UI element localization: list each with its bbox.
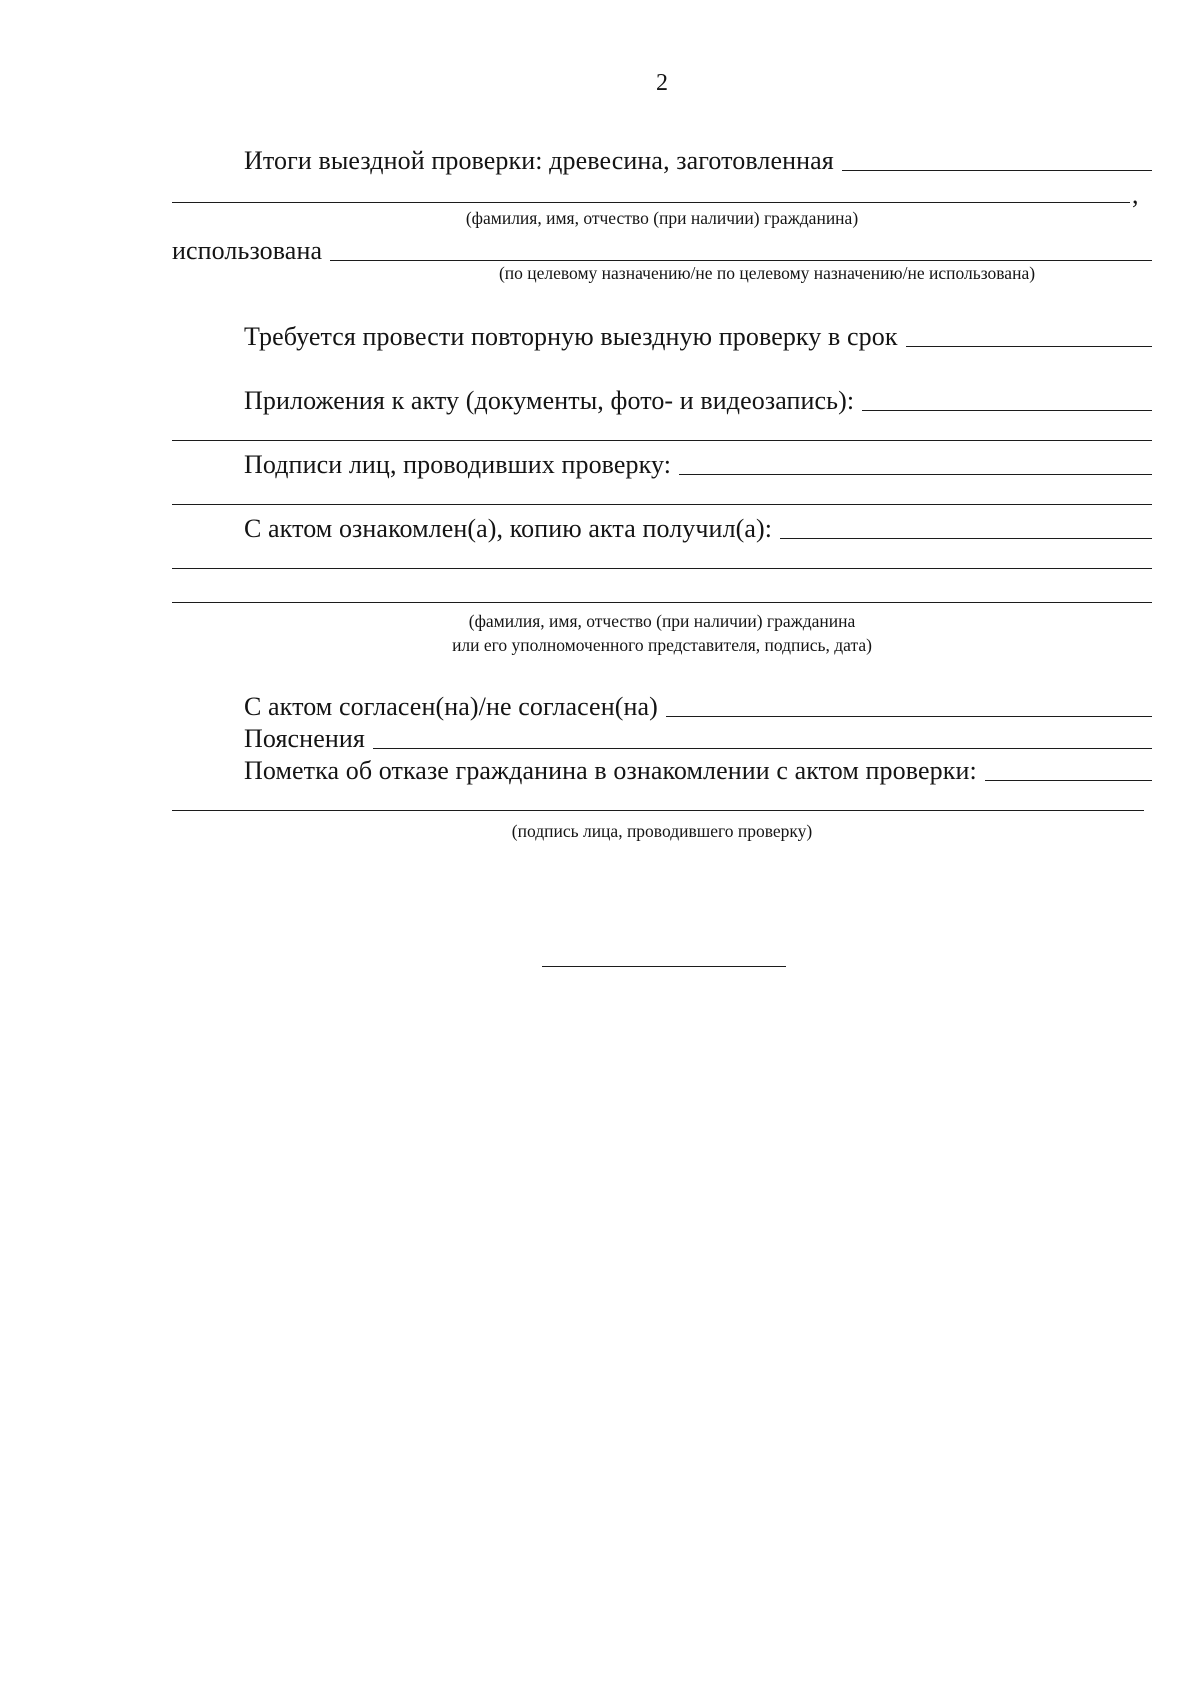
attachments-field-line-2[interactable] — [172, 440, 1152, 441]
acknowledgement-field[interactable] — [780, 538, 1152, 539]
attachments-field[interactable] — [862, 410, 1152, 411]
comma-mark: , — [1132, 180, 1139, 209]
acknowledgement-hint-line-2: или его уполномоченного представителя, подпись, дата) — [452, 635, 872, 655]
explanations-row — [244, 720, 1152, 754]
repeat-inspection-label: Требуется провести повторную выездную проверку в срок — [244, 322, 898, 351]
page-number: 2 — [656, 70, 668, 96]
harvested-by-field[interactable] — [842, 170, 1152, 171]
acknowledgement-field-line-3[interactable] — [172, 602, 1152, 603]
acknowledgement-field-line-2[interactable] — [172, 568, 1152, 569]
refusal-signature-field[interactable] — [172, 810, 1144, 811]
refusal-field[interactable] — [985, 780, 1152, 781]
repeat-inspection-deadline-field[interactable] — [906, 346, 1152, 347]
acknowledgement-hint-line-1: (фамилия, имя, отчество (при наличии) гражданина — [468, 611, 856, 631]
end-separator — [542, 966, 786, 967]
signatures-row — [244, 446, 1152, 480]
inspection-results-label: Итоги выездной проверки: древесина, заготовленная — [244, 146, 834, 175]
usage-field[interactable] — [330, 260, 1152, 261]
attachments-row — [244, 382, 1152, 416]
repeat-inspection-row — [244, 318, 1152, 352]
explanations-label: Пояснения — [244, 724, 365, 753]
refusal-signature-hint: (подпись лица, проводившего проверку) — [511, 821, 813, 841]
inspection-results-row — [244, 142, 1152, 176]
refusal-row — [244, 752, 1152, 786]
signatures-label: Подписи лиц, проводивших проверку: — [244, 450, 672, 479]
citizen-name-hint: (фамилия, имя, отчество (при наличии) гражданина) — [465, 208, 859, 228]
signatures-field[interactable] — [679, 474, 1152, 475]
acknowledgement-label: С актом ознакомлен(а), копию акта получил(а): — [244, 514, 773, 543]
signatures-field-line-2[interactable] — [172, 504, 1152, 505]
attachments-label: Приложения к акту (документы, фото- и видеозапись): — [244, 386, 855, 415]
refusal-label: Пометка об отказе гражданина в ознакомлении с актом проверки: — [244, 756, 977, 785]
citizen-name-field[interactable] — [172, 202, 1130, 203]
usage-label: использована — [172, 236, 323, 265]
agreement-field[interactable] — [666, 716, 1152, 717]
agreement-row — [244, 688, 1152, 722]
explanations-field[interactable] — [373, 748, 1152, 749]
usage-row — [172, 232, 1152, 266]
acknowledgement-row — [244, 510, 1152, 544]
agreement-label: С актом согласен(на)/не согласен(на) — [244, 692, 658, 721]
usage-hint: (по целевому назначению/не по целевому назначению/не использована) — [498, 263, 1036, 283]
